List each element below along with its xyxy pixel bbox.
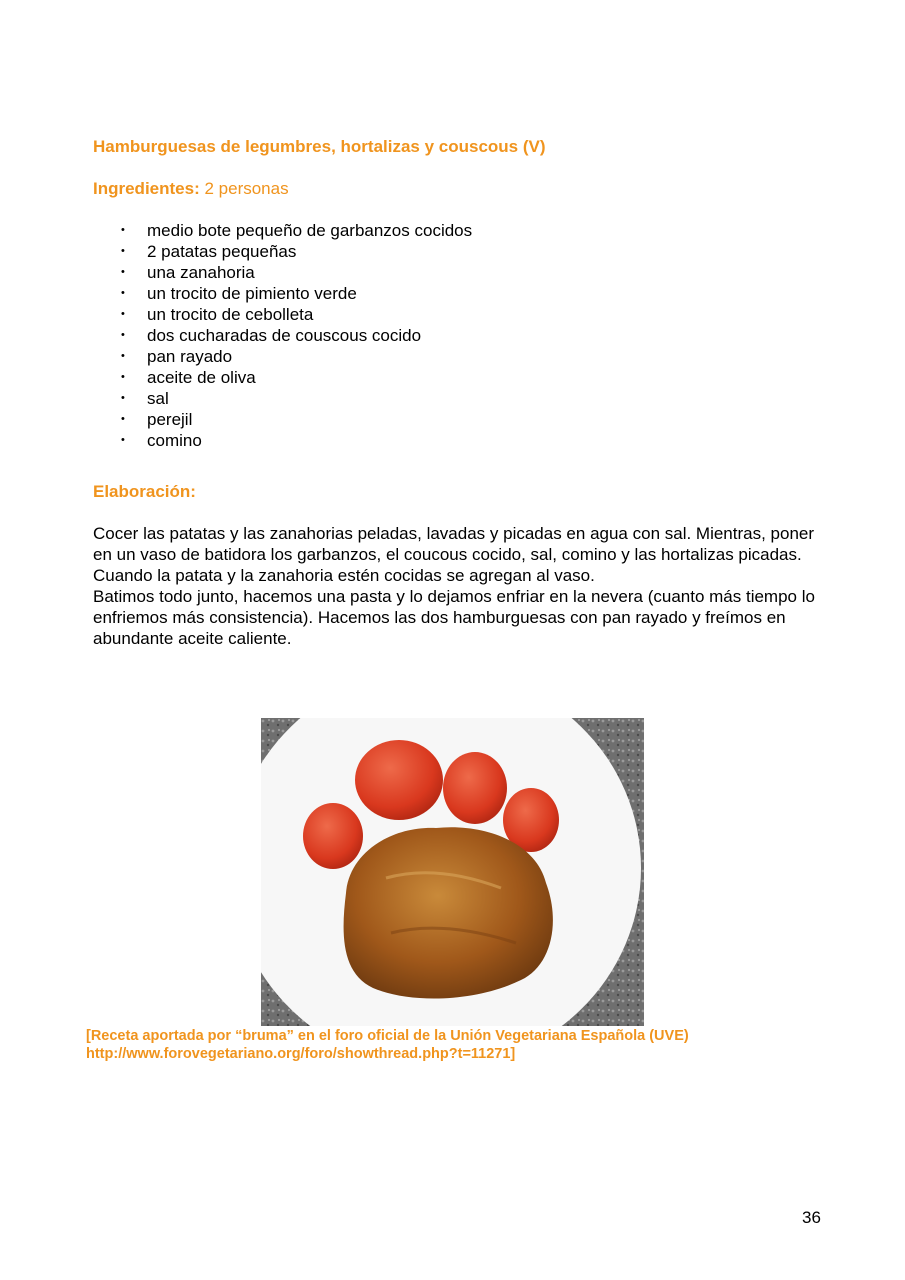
sauce-dollop bbox=[355, 740, 443, 820]
bullet-icon: • bbox=[121, 224, 125, 236]
ingredients-list bbox=[121, 220, 472, 451]
ingredients-heading bbox=[93, 179, 289, 199]
recipe-credit bbox=[86, 1027, 689, 1063]
list-item: • perejil bbox=[121, 410, 193, 429]
list-item: • 2 patatas pequeñas bbox=[121, 242, 297, 261]
list-item: • dos cucharadas de couscous cocido bbox=[121, 326, 422, 345]
preparation-paragraph: Batimos todo junto, hacemos una pasta y lo dejamos enfriar en la nevera (cuanto más tiempo lo enfriemos más consistencia). Hacemos las dos hamburguesas con pan rayado y freímos en abundante aceite caliente. bbox=[93, 587, 815, 648]
bullet-icon: • bbox=[121, 413, 125, 425]
servings: 2 personas bbox=[204, 179, 289, 198]
list-item: • sal bbox=[121, 389, 169, 408]
preparation-paragraph: Cocer las patatas y las zanahorias peladas, lavadas y picadas en agua con sal. Mientras, poner en un vaso de batidora los garbanzos, el coucous cocido, sal, comino y las hortalizas picadas. Cuando la patata y la zanahoria estén cocidas se agregan al vaso. bbox=[93, 524, 815, 585]
bullet-icon: • bbox=[121, 308, 125, 320]
bullet-icon: • bbox=[121, 329, 125, 341]
page-number: 36 bbox=[802, 1208, 821, 1227]
bullet-icon: • bbox=[121, 266, 125, 278]
recipe-title: Hamburguesas de legumbres, hortalizas y couscous (V) bbox=[93, 137, 546, 156]
bullet-icon: • bbox=[121, 287, 125, 299]
preparation-text bbox=[93, 523, 818, 649]
photo-illustration bbox=[261, 718, 644, 1026]
bullet-icon: • bbox=[121, 245, 125, 257]
sauce-dollop bbox=[443, 752, 507, 824]
credit-text: [Receta aportada por “bruma” en el foro oficial de la Unión Vegetariana Española (UVE) bbox=[86, 1028, 689, 1044]
list-item: • aceite de oliva bbox=[121, 368, 256, 387]
credit-url[interactable]: http://www.forovegetariano.org/foro/showthread.php?t=11271] bbox=[86, 1046, 516, 1062]
bullet-icon: • bbox=[121, 371, 125, 383]
bullet-icon: • bbox=[121, 392, 125, 404]
list-item: • un trocito de pimiento verde bbox=[121, 284, 357, 303]
patty bbox=[344, 827, 553, 998]
preparation-heading: Elaboración: bbox=[93, 482, 196, 501]
bullet-icon: • bbox=[121, 350, 125, 362]
list-item: • comino bbox=[121, 431, 202, 450]
sauce-dollop bbox=[303, 803, 363, 869]
ingredients-label: Ingredientes: bbox=[93, 179, 200, 198]
recipe-photo bbox=[261, 718, 644, 1026]
list-item: • pan rayado bbox=[121, 347, 233, 366]
list-item: • medio bote pequeño de garbanzos cocidos bbox=[121, 221, 473, 240]
list-item: • un trocito de cebolleta bbox=[121, 305, 314, 324]
list-item: • una zanahoria bbox=[121, 263, 255, 282]
bullet-icon: • bbox=[121, 434, 125, 446]
